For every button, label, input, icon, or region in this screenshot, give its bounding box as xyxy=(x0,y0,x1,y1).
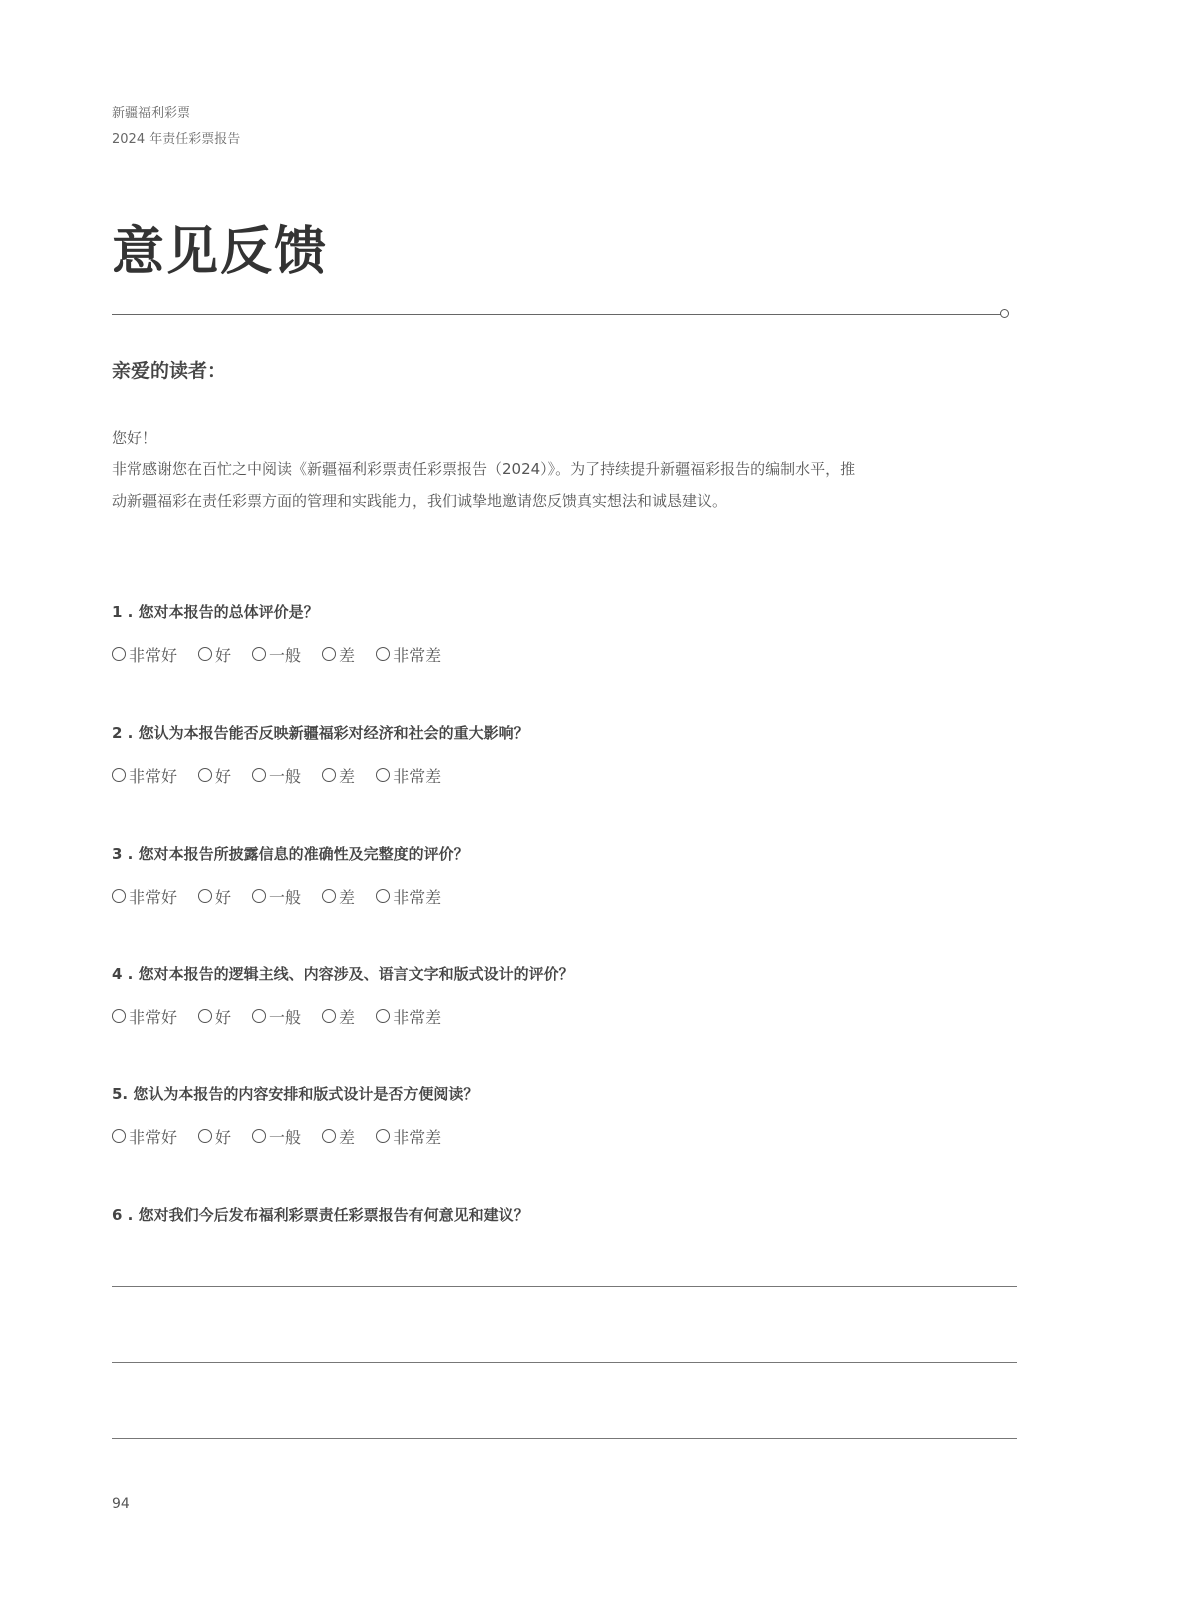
radio-circle-icon[interactable] xyxy=(322,1009,336,1023)
question-2: 2 . 您认为本报告能否反映新疆福彩对经济和社会的重大影响？ xyxy=(112,724,529,742)
radio-circle-icon[interactable] xyxy=(112,889,126,903)
radio-circle-icon[interactable] xyxy=(252,768,266,782)
rating-options-q3 xyxy=(112,885,462,907)
radio-circle-icon[interactable] xyxy=(322,768,336,782)
option-label: 非常好 xyxy=(129,1007,178,1027)
radio-circle-icon[interactable] xyxy=(198,768,212,782)
radio-option[interactable] xyxy=(322,764,355,787)
question-6: 6 . 您对我们今后发布福利彩票责任彩票报告有何意见和建议？ xyxy=(112,1206,529,1224)
radio-circle-icon[interactable] xyxy=(198,1009,212,1023)
radio-circle-icon[interactable] xyxy=(376,1009,390,1023)
radio-option[interactable] xyxy=(112,643,177,666)
option-label: 一般 xyxy=(269,1127,302,1147)
radio-option[interactable] xyxy=(198,885,231,908)
radio-option[interactable] xyxy=(198,1005,231,1028)
radio-circle-icon[interactable] xyxy=(112,768,126,782)
radio-circle-icon[interactable] xyxy=(322,647,336,661)
radio-option[interactable] xyxy=(252,1005,301,1028)
radio-circle-icon[interactable] xyxy=(198,647,212,661)
option-label: 好 xyxy=(215,766,232,786)
radio-option[interactable] xyxy=(322,1125,355,1148)
option-label: 差 xyxy=(339,1007,356,1027)
option-label: 一般 xyxy=(269,766,302,786)
radio-option[interactable] xyxy=(112,764,177,787)
radio-circle-icon[interactable] xyxy=(376,768,390,782)
option-label: 非常好 xyxy=(129,766,178,786)
option-label: 一般 xyxy=(269,1007,302,1027)
option-label: 一般 xyxy=(269,887,302,907)
radio-option[interactable] xyxy=(198,643,231,666)
radio-circle-icon[interactable] xyxy=(376,647,390,661)
radio-option[interactable] xyxy=(376,643,441,666)
intro-line-1: 非常感谢您在百忙之中阅读《新疆福利彩票责任彩票报告（2024）》。为了持续提升新疆福彩报告的编制水平，推 xyxy=(112,460,856,478)
radio-circle-icon[interactable] xyxy=(198,889,212,903)
question-1: 1 . 您对本报告的总体评价是？ xyxy=(112,603,319,621)
header-report-title: 2024 年责任彩票报告 xyxy=(112,132,241,147)
divider-end-dot xyxy=(1000,309,1009,318)
radio-circle-icon[interactable] xyxy=(376,1129,390,1143)
radio-option[interactable] xyxy=(252,643,301,666)
answer-line-1[interactable] xyxy=(112,1286,1017,1287)
title-divider xyxy=(112,314,1002,315)
radio-circle-icon[interactable] xyxy=(252,1129,266,1143)
rating-options-q2 xyxy=(112,764,462,786)
answer-line-3[interactable] xyxy=(112,1438,1017,1439)
option-label: 非常好 xyxy=(129,645,178,665)
radio-circle-icon[interactable] xyxy=(376,889,390,903)
option-label: 非常好 xyxy=(129,887,178,907)
radio-option[interactable] xyxy=(376,1005,441,1028)
radio-option[interactable] xyxy=(198,764,231,787)
page-title: 意见反馈 xyxy=(112,221,329,282)
radio-option[interactable] xyxy=(322,885,355,908)
option-label: 差 xyxy=(339,1127,356,1147)
radio-option[interactable] xyxy=(112,1005,177,1028)
radio-circle-icon[interactable] xyxy=(252,647,266,661)
radio-option[interactable] xyxy=(376,764,441,787)
option-label: 一般 xyxy=(269,645,302,665)
radio-option[interactable] xyxy=(322,643,355,666)
radio-option[interactable] xyxy=(252,764,301,787)
radio-circle-icon[interactable] xyxy=(112,1129,126,1143)
question-4: 4 . 您对本报告的逻辑主线、内容涉及、语言文字和版式设计的评价？ xyxy=(112,965,574,983)
radio-option[interactable] xyxy=(322,1005,355,1028)
option-label: 差 xyxy=(339,766,356,786)
radio-circle-icon[interactable] xyxy=(112,1009,126,1023)
radio-circle-icon[interactable] xyxy=(112,647,126,661)
radio-circle-icon[interactable] xyxy=(322,1129,336,1143)
option-label: 非常差 xyxy=(393,645,442,665)
option-label: 非常差 xyxy=(393,1007,442,1027)
answer-line-2[interactable] xyxy=(112,1362,1017,1363)
radio-circle-icon[interactable] xyxy=(198,1129,212,1143)
rating-options-q4 xyxy=(112,1005,462,1027)
option-label: 非常差 xyxy=(393,887,442,907)
radio-circle-icon[interactable] xyxy=(322,889,336,903)
radio-option[interactable] xyxy=(252,1125,301,1148)
option-label: 好 xyxy=(215,645,232,665)
radio-option[interactable] xyxy=(376,1125,441,1148)
radio-option[interactable] xyxy=(376,885,441,908)
option-label: 差 xyxy=(339,645,356,665)
option-label: 好 xyxy=(215,1127,232,1147)
question-5: 5. 您认为本报告的内容安排和版式设计是否方便阅读？ xyxy=(112,1085,479,1103)
option-label: 差 xyxy=(339,887,356,907)
intro-hello: 您好！ xyxy=(112,429,158,447)
radio-option[interactable] xyxy=(112,885,177,908)
question-3: 3 . 您对本报告所披露信息的准确性及完整度的评价？ xyxy=(112,845,469,863)
radio-option[interactable] xyxy=(198,1125,231,1148)
radio-option[interactable] xyxy=(252,885,301,908)
radio-option[interactable] xyxy=(112,1125,177,1148)
rating-options-q1 xyxy=(112,643,462,665)
option-label: 好 xyxy=(215,1007,232,1027)
option-label: 非常差 xyxy=(393,1127,442,1147)
radio-circle-icon[interactable] xyxy=(252,1009,266,1023)
option-label: 非常差 xyxy=(393,766,442,786)
header-org: 新疆福利彩票 xyxy=(112,106,191,121)
rating-options-q5 xyxy=(112,1125,462,1147)
greeting: 亲爱的读者： xyxy=(112,360,227,382)
radio-circle-icon[interactable] xyxy=(252,889,266,903)
option-label: 非常好 xyxy=(129,1127,178,1147)
intro-line-2: 动新疆福彩在责任彩票方面的管理和实践能力，我们诚挚地邀请您反馈真实想法和诚恳建议。 xyxy=(112,492,728,510)
page-number: 94 xyxy=(112,1496,130,1512)
option-label: 好 xyxy=(215,887,232,907)
